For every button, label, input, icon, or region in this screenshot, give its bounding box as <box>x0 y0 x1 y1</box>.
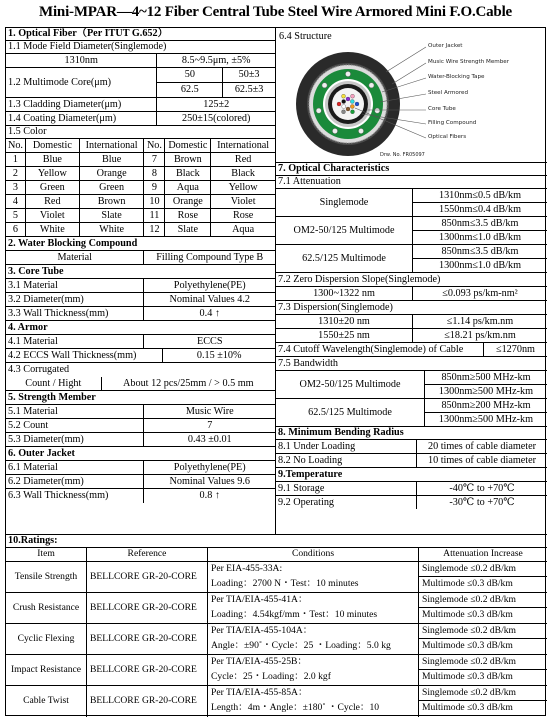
zero-dispersion-value: ≤0.093 ps/km-nm² <box>442 287 518 299</box>
color-cell: Brown <box>165 153 211 166</box>
ratings-attenuation-mm: Multimode ≤0.3 dB/km <box>422 640 513 652</box>
color-cell: Yellow <box>26 167 80 180</box>
ratings-condition: Length：4m・Angle：±180˚ ・Cycle：10 <box>211 702 380 714</box>
temp-storage-value: -40℃ to +70℃ <box>449 482 515 494</box>
cutoff-label: 7.4 Cutoff Wavelength(Singlemode) of Cable <box>276 343 484 356</box>
ratings-header: Item <box>6 548 87 561</box>
strength-material-value: Music Wire <box>185 405 234 417</box>
water-blocking-material-label: Material <box>6 251 144 264</box>
strength-wire-icon <box>369 83 374 88</box>
section-strength-member: 5. Strength Member <box>8 391 96 403</box>
strength-wire-icon <box>332 128 337 133</box>
label-steel-armored: Steel Armored <box>428 90 469 96</box>
color-label: 1.5 Color <box>8 126 47 138</box>
color-cell: White <box>26 223 80 236</box>
core-tube-wall-value: 0.4 ↑ <box>199 307 220 319</box>
color-cell: Green <box>80 181 145 194</box>
color-cell: 12 <box>144 223 165 236</box>
optical-fiber-icon <box>342 94 346 98</box>
jacket-material-label: 6.1 Material <box>6 461 144 474</box>
ratings-reference: BELLCORE GR-20-CORE <box>87 686 208 717</box>
attn-sm-1550: 1550nm≤0.4 dB/km <box>438 203 521 215</box>
ratings-attenuation-mm: Multimode ≤0.3 dB/km <box>422 702 513 714</box>
bending-no-value: 10 times of cable diameter <box>427 454 537 466</box>
core-tube-material-label: 3.1 Material <box>6 279 144 292</box>
cladding-value: 125±2 <box>203 98 230 110</box>
color-cell: Blue <box>80 153 145 166</box>
section-ratings: 10.Ratings: <box>8 535 58 547</box>
dispersion-label: 7.3 Dispersion(Singlemode) <box>278 301 393 313</box>
color-cell: Yellow <box>228 181 258 193</box>
color-row <box>6 181 275 195</box>
color-cell: Rose <box>165 209 211 222</box>
color-cell: 9 <box>144 181 165 194</box>
optical-fiber-icon <box>355 102 359 106</box>
color-cell: 1 <box>6 153 26 166</box>
label-filling-compound: Filling Compound <box>428 120 477 126</box>
color-cell: Violet <box>26 209 80 222</box>
strength-diameter-value: 0.43 ±0.01 <box>187 433 232 445</box>
dispersion-1310-value: ≤1.14 ps/km.nm <box>446 315 514 327</box>
attn-om2-1300: 1300nm≤1.0 dB/km <box>438 231 521 243</box>
color-cell: Green <box>26 181 80 194</box>
drawing-number: Drw. No. FR05097 <box>380 152 425 158</box>
color-cell: Black <box>231 167 255 179</box>
multimode-core-62-tol: 62.5±3 <box>234 84 264 96</box>
zero-dispersion-label: 7.2 Zero Dispersion Slope(Singlemode) <box>278 273 441 285</box>
optical-fiber-icon <box>342 100 346 104</box>
color-cell: Slate <box>165 223 211 236</box>
cable-cross-section <box>276 28 547 163</box>
color-header: International <box>217 139 270 151</box>
strength-count-label: 5.2 Count <box>6 419 144 432</box>
color-row <box>6 195 275 209</box>
temp-operating-value: -30℃ to +70℃ <box>449 496 515 508</box>
ratings-item: Tensile Strength <box>6 562 87 592</box>
ratings-attenuation-sm: Singlemode ≤0.2 dB/km <box>419 562 547 577</box>
core-tube-material-value: Polyethylene(PE) <box>173 279 246 291</box>
color-cell: Orange <box>165 195 211 208</box>
optical-fiber-icon <box>342 105 346 109</box>
ratings-attenuation-sm: Singlemode ≤0.2 dB/km <box>419 655 547 670</box>
color-cell: 6 <box>6 223 26 236</box>
ratings-item: Cable Twist <box>6 686 87 717</box>
color-cell: Red <box>26 195 80 208</box>
bending-no-label: 8.2 No Loading <box>276 454 417 467</box>
core-tube-diameter-label: 3.2 Diameter(mm) <box>6 293 144 306</box>
bw-62-label: 62.5/125 Multimode <box>276 399 425 426</box>
ratings-item: Crush Resistance <box>6 593 87 623</box>
attn-sm-1310: 1310nm≤0.5 dB/km <box>413 189 547 203</box>
bw-om2-1300: 1300nm≥500 MHz-km <box>438 385 534 397</box>
color-cell: 7 <box>144 153 165 166</box>
color-row <box>6 153 275 167</box>
color-cell: Brown <box>80 195 145 208</box>
color-row <box>6 167 275 181</box>
ratings-condition: Per TIA/EIA-455-85A： <box>211 687 308 699</box>
ratings-condition: Loading：4.54kgf/mm・Test：10 minutes <box>211 609 378 621</box>
color-cell: 4 <box>6 195 26 208</box>
attn-62-1300: 1300nm≤1.0 dB/km <box>438 259 521 271</box>
multimode-core-50: 50 <box>157 68 222 83</box>
corrugated-label: 4.3 Corrugated <box>8 364 70 376</box>
section-optical-fiber: 1. Optical Fiber（Per ITUT G.652） <box>8 28 168 40</box>
bw-62-850: 850nm≥200 MHz-km <box>425 399 547 413</box>
bandwidth-label: 7.5 Bandwidth <box>278 357 338 369</box>
ratings-reference: BELLCORE GR-20-CORE <box>87 655 208 685</box>
section-core-tube: 3. Core Tube <box>8 265 64 277</box>
multimode-core-62: 62.5 <box>180 84 199 96</box>
attn-om2-850: 850nm≤3.5 dB/km <box>413 217 547 231</box>
optical-fiber-icon <box>337 102 341 106</box>
right-column <box>276 28 547 534</box>
attn-om2-label: OM2-50/125 Multimode <box>276 217 413 244</box>
section-armor: 4. Armor <box>8 321 48 333</box>
color-cell: 8 <box>144 167 165 180</box>
ratings-header: Attenuation Increase <box>443 548 523 560</box>
strength-wire-icon <box>358 128 363 133</box>
bw-om2-label: OM2-50/125 Multimode <box>276 371 425 398</box>
color-cell: Rose <box>232 209 254 221</box>
strength-material-label: 5.1 Material <box>6 405 144 418</box>
color-cell: 11 <box>144 209 165 222</box>
color-cell: Slate <box>80 209 145 222</box>
label-core-tube: Core Tube <box>428 106 456 112</box>
label-outer-jacket: Outer Jacket <box>428 43 463 49</box>
ratings-condition: Angle：±90˚・Cycle：25 ・Loading：5.0 kg <box>211 640 391 652</box>
ratings-header-row <box>6 548 547 562</box>
color-header: Domestic <box>26 139 80 152</box>
corrugated-count-label: Count / Hight <box>6 377 102 390</box>
ratings-reference: BELLCORE GR-20-CORE <box>87 624 208 654</box>
core-tube-diameter-value: Nominal Values 4.2 <box>169 293 250 305</box>
color-cell: 3 <box>6 181 26 194</box>
ratings-row <box>6 593 547 624</box>
section-outer-jacket: 6. Outer Jacket <box>8 447 75 459</box>
strength-wire-icon <box>345 71 350 76</box>
corrugated-count-value: About 12 pcs/25mm / > 0.5 mm <box>123 377 254 389</box>
ratings-attenuation-sm: Singlemode ≤0.2 dB/km <box>419 624 547 639</box>
multimode-core-label: 1.2 Multimode Core(μm) <box>6 68 157 97</box>
core-tube-wall-label: 3.3 Wall Thickness(mm) <box>6 307 144 320</box>
ratings-condition: Per EIA-455-33A: <box>211 563 283 575</box>
color-cell: Violet <box>230 195 256 207</box>
armor-material-label: 4.1 Material <box>6 335 144 348</box>
jacket-wall-label: 6.3 Wall Thickness(mm) <box>6 489 144 503</box>
color-header: International <box>80 139 145 152</box>
dispersion-1310: 1310±20 nm <box>276 315 413 328</box>
ratings-condition: Per TIA/EIA-455-41A： <box>211 594 308 606</box>
section-temperature: 9.Temperature <box>278 468 343 480</box>
mfd-label: 1.1 Mode Field Diameter(Singlemode) <box>8 41 167 53</box>
ratings-attenuation-mm: Multimode ≤0.3 dB/km <box>422 578 513 590</box>
jacket-diameter-label: 6.2 Diameter(mm) <box>6 475 144 488</box>
bending-under-label: 8.1 Under Loading <box>276 440 417 453</box>
color-cell: Aqua <box>165 181 211 194</box>
attenuation-label: 7.1 Attenuation <box>278 176 341 188</box>
bw-62-1300: 1300nm≥500 MHz-km <box>438 413 534 425</box>
color-header: No. <box>6 139 26 152</box>
jacket-material-value: Polyethylene(PE) <box>173 461 246 473</box>
optical-fiber-icon <box>351 94 355 98</box>
color-cell: 10 <box>144 195 165 208</box>
ratings-header: Conditions <box>208 548 419 561</box>
optical-fiber-icon <box>350 105 354 109</box>
ratings-attenuation-sm: Singlemode ≤0.2 dB/km <box>419 593 547 608</box>
ratings-condition: Cycle：25・Loading：2.0 kgf <box>211 671 331 683</box>
mfd-wavelength: 1310nm <box>6 54 157 67</box>
color-cell: 2 <box>6 167 26 180</box>
color-header: Domestic <box>165 139 211 152</box>
jacket-wall-value: 0.8 ↑ <box>199 490 220 502</box>
ratings-reference: BELLCORE GR-20-CORE <box>87 593 208 623</box>
ratings-row <box>6 655 547 686</box>
ratings-header: Reference <box>87 548 208 561</box>
color-cell: Black <box>165 167 211 180</box>
structure-diagram <box>276 28 547 163</box>
spec-sheet <box>5 27 546 716</box>
strength-wire-icon <box>375 108 380 113</box>
ratings-section <box>6 534 547 717</box>
color-cell: 5 <box>6 209 26 222</box>
strength-diameter-label: 5.3 Diameter(mm) <box>6 433 144 446</box>
coating-value: 250±15(colored) <box>182 112 251 124</box>
color-row <box>6 209 275 223</box>
attn-62-label: 62.5/125 Multimode <box>276 245 413 272</box>
color-header: No. <box>144 139 165 152</box>
armor-wall-label: 4.2 ECCS Wall Thickness(mm) <box>6 349 163 362</box>
optical-fiber-icon <box>350 100 354 104</box>
dispersion-1550: 1550±25 nm <box>276 329 413 342</box>
ratings-row <box>6 562 547 593</box>
armor-wall-value: 0.15 ±10% <box>196 349 242 361</box>
ratings-reference: BELLCORE GR-20-CORE <box>87 562 208 592</box>
ratings-condition: Per TIA/EIA-455-25B： <box>211 656 308 668</box>
color-cell: Blue <box>26 153 80 166</box>
color-cell: Aqua <box>232 223 255 235</box>
bending-under-value: 20 times of cable diameter <box>427 440 537 452</box>
section-bending-radius: 8. Minimum Bending Radius <box>278 427 404 439</box>
dispersion-1550-value: ≤18.21 ps/km.nm <box>444 329 516 341</box>
label-strength-member: Music Wire Strength Member <box>428 59 510 65</box>
ratings-condition: Loading：2700 N・Test：10 minutes <box>211 578 359 590</box>
left-column <box>6 28 276 534</box>
color-cell: Orange <box>80 167 145 180</box>
optical-fiber-icon <box>346 107 350 111</box>
ratings-attenuation-sm: Singlemode ≤0.2 dB/km <box>419 686 547 701</box>
multimode-core-50-tol: 50±3 <box>223 68 275 83</box>
color-row <box>6 223 275 237</box>
ratings-item: Impact Resistance <box>6 655 87 685</box>
ratings-attenuation-mm: Multimode ≤0.3 dB/km <box>422 671 513 683</box>
document-title: Mini-MPAR—4~12 Fiber Central Tube Steel Wire Armored Mini F.O.Cable <box>39 4 512 20</box>
temp-storage-label: 9.1 Storage <box>276 482 417 495</box>
label-water-blocking-tape: Water-Blocking Tape <box>428 74 485 80</box>
ratings-condition: Per TIA/EIA-455-104A： <box>211 625 313 637</box>
ratings-item: Cyclic Flexing <box>6 624 87 654</box>
armor-material-value: ECCS <box>197 335 223 347</box>
coating-label: 1.4 Coating Diameter(μm) <box>6 112 157 125</box>
strength-wire-icon <box>322 83 327 88</box>
temp-operating-label: 9.2 Operating <box>276 496 417 509</box>
bw-om2-850: 850nm≥500 MHz-km <box>425 371 547 385</box>
label-optical-fibers: Optical Fibers <box>428 134 467 140</box>
strength-count-value: 7 <box>207 419 213 431</box>
jacket-diameter-value: Nominal Values 9.6 <box>169 475 250 487</box>
ratings-row <box>6 624 547 655</box>
mfd-value: 8.5~9.5μm, ±5% <box>181 54 251 66</box>
strength-wire-icon <box>316 108 321 113</box>
ratings-row <box>6 686 547 717</box>
zero-dispersion-range: 1300~1322 nm <box>276 287 413 300</box>
section-optical-characteristics: 7. Optical Characteristics <box>278 163 390 175</box>
optical-fiber-icon <box>351 110 355 114</box>
structure-title: 6.4 Structure <box>279 31 332 42</box>
color-header-row <box>6 139 275 153</box>
attn-62-850: 850nm≤3.5 dB/km <box>413 245 547 259</box>
section-water-blocking: 2. Water Blocking Compound <box>8 237 138 249</box>
color-cell: White <box>80 223 145 236</box>
water-blocking-material-value: Filling Compound Type B <box>156 251 264 263</box>
optical-fiber-icon <box>342 110 346 114</box>
attn-singlemode-label: Singlemode <box>276 189 413 216</box>
ratings-attenuation-mm: Multimode ≤0.3 dB/km <box>422 609 513 621</box>
cladding-label: 1.3 Cladding Diameter(μm) <box>6 98 157 111</box>
cutoff-value: ≤1270nm <box>496 343 535 355</box>
color-cell: Red <box>234 153 252 165</box>
optical-fiber-icon <box>346 97 350 101</box>
